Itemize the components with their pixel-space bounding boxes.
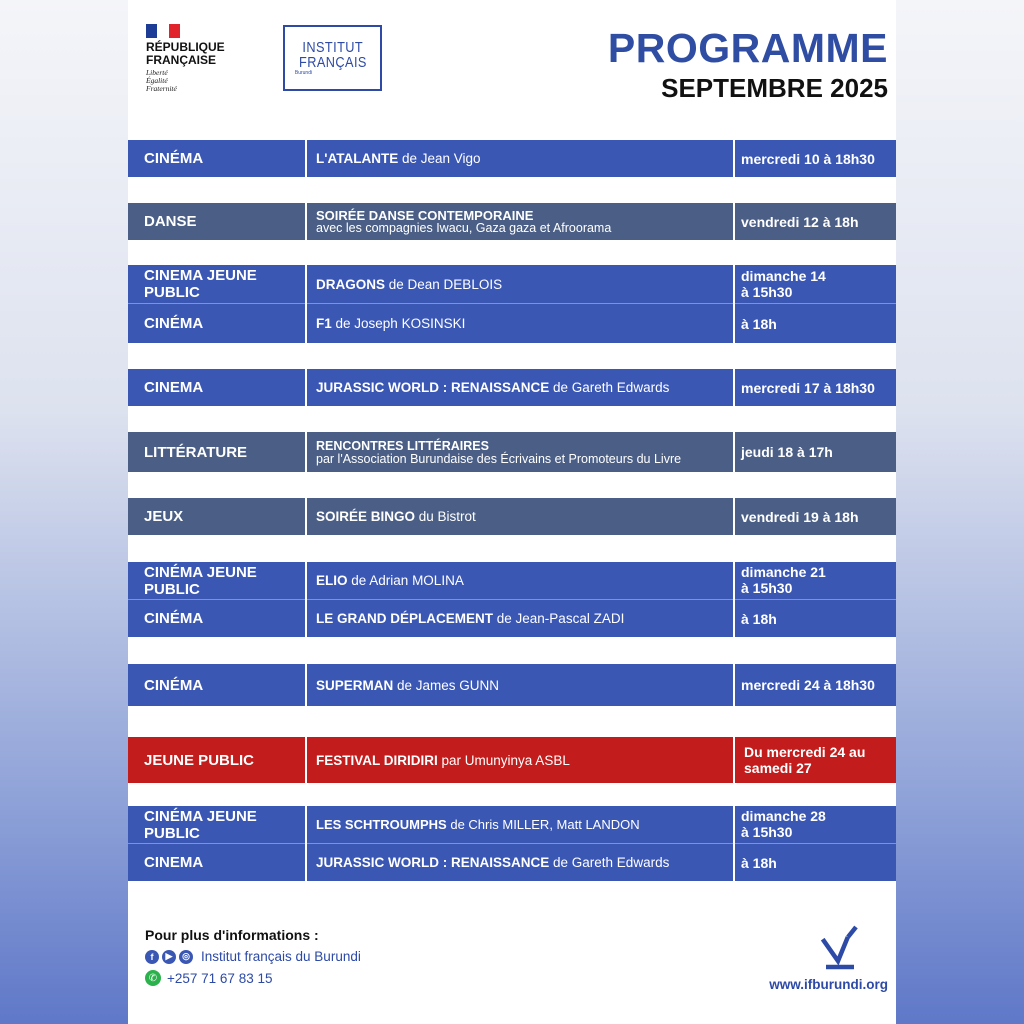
event-category: CINEMA — [128, 369, 305, 406]
event-title: JURASSIC WORLD : RENAISSANCE — [316, 380, 550, 395]
footer-info — [145, 927, 361, 986]
event-date: vendredi 12 à 18h — [735, 203, 896, 240]
event-detail: de James GUNN — [393, 677, 500, 693]
event-category-2: CINEMA — [128, 844, 305, 881]
event-detail: de Dean DEBLOIS — [385, 276, 503, 292]
phone-line — [145, 970, 361, 986]
event-row-dragons-f1 — [128, 265, 896, 343]
event-category: CINÉMA JEUNE PUBLIC — [128, 806, 305, 843]
event-row-jurassic — [128, 369, 896, 406]
event-row-superman — [128, 664, 896, 706]
event-category: JEUX — [128, 498, 305, 535]
event-title-cell — [307, 432, 733, 472]
event-title: DRAGONS — [316, 276, 386, 292]
event-date — [735, 562, 896, 599]
event-category: CINÉMA — [128, 664, 305, 706]
event-category-2: CINÉMA — [128, 600, 305, 637]
event-category: LITTÉRATURE — [128, 432, 305, 472]
event-detail: de Adrian MOLINA — [347, 573, 464, 588]
event-detail: par l'Association Burundaise des Écrivains et Promoteurs du Livre — [316, 451, 682, 466]
event-category: JEUNE PUBLIC — [128, 737, 305, 783]
event-date-line2: à 15h30 — [741, 824, 793, 840]
page-title-block — [608, 26, 888, 103]
event-detail: du Bistrot — [415, 509, 476, 524]
event-date-line2: samedi 27 — [744, 760, 812, 776]
event-category-2: CINÉMA — [128, 304, 305, 343]
social-name[interactable]: Institut français du Burundi — [201, 949, 361, 964]
institut-logo-line2: FRANÇAIS — [298, 53, 367, 71]
event-date-line1: dimanche 28 — [741, 808, 826, 824]
event-row-elio — [128, 562, 896, 637]
event-category: DANSE — [128, 203, 305, 240]
event-title: RENCONTRES LITTÉRAIRES — [316, 438, 489, 453]
event-date-line2: à 15h30 — [741, 284, 793, 300]
event-date: mercredi 10 à 18h30 — [735, 140, 896, 177]
event-date: mercredi 24 à 18h30 — [735, 664, 896, 706]
event-title-cell — [307, 737, 733, 783]
event-title: L'ATALANTE — [316, 151, 399, 166]
event-date — [735, 265, 896, 303]
institut-francais-mark-icon — [820, 925, 862, 973]
event-title-cell — [307, 369, 733, 406]
event-date — [735, 737, 896, 783]
event-category: CINEMA JEUNE PUBLIC — [128, 265, 305, 303]
event-date: vendredi 19 à 18h — [735, 498, 896, 535]
motto-liberte: Liberté — [146, 68, 168, 77]
french-flag-icon — [146, 24, 180, 38]
event-date: jeudi 18 à 17h — [735, 432, 896, 472]
event-title-cell — [307, 664, 733, 706]
event-date-2: à 18h — [735, 600, 896, 637]
event-title: SOIRÉE BINGO — [316, 509, 416, 524]
whatsapp-icon[interactable]: ✆ — [145, 970, 161, 986]
phone-number[interactable]: +257 71 67 83 15 — [167, 970, 273, 986]
event-detail-2: de Jean-Pascal ZADI — [493, 611, 625, 626]
event-title-cell — [307, 203, 733, 240]
institut-logo-line1: INSTITUT — [302, 38, 363, 56]
event-detail: avec les compagnies Iwacu, Gaza gaza et Afroorama — [316, 220, 612, 235]
instagram-icon[interactable]: ◎ — [179, 950, 193, 964]
event-title: SUPERMAN — [316, 677, 394, 693]
event-row-schtroumphs — [128, 806, 896, 881]
website-link[interactable]: www.ifburundi.org — [769, 977, 888, 992]
institut-logo-line3: Burundi — [294, 69, 313, 76]
event-title-cell-2 — [307, 844, 733, 881]
event-category: CINÉMA JEUNE PUBLIC — [128, 562, 305, 599]
event-date: mercredi 17 à 18h30 — [735, 369, 896, 406]
event-date — [735, 806, 896, 843]
event-title: FESTIVAL DIRIDIRI — [316, 752, 438, 768]
motto-egalite: Égalité — [146, 76, 168, 85]
event-title: ELIO — [316, 573, 348, 588]
event-date-2: à 18h — [735, 304, 896, 343]
event-title-cell — [307, 562, 733, 599]
page-title: PROGRAMME — [607, 25, 888, 71]
event-row-diridiri — [128, 737, 896, 783]
event-detail: de Chris MILLER, Matt LANDON — [446, 817, 640, 832]
event-title-cell — [307, 140, 733, 177]
event-date-line1: dimanche 14 — [741, 268, 826, 284]
event-date-2: à 18h — [735, 844, 896, 881]
event-title-cell — [307, 498, 733, 535]
youtube-icon[interactable]: ▶ — [162, 950, 176, 964]
event-row-danse — [128, 203, 896, 240]
event-row-bingo — [128, 498, 896, 535]
event-title-cell-2 — [307, 600, 733, 637]
page-subtitle: SEPTEMBRE 2025 — [661, 73, 888, 103]
event-row-litterature — [128, 432, 896, 472]
event-detail: de Gareth Edwards — [549, 380, 670, 395]
event-title-2: JURASSIC WORLD : RENAISSANCE — [316, 855, 550, 870]
event-title: LES SCHTROUMPHS — [316, 817, 447, 832]
event-title-cell — [307, 265, 733, 303]
event-title-cell — [307, 806, 733, 843]
republique-francaise-logo — [146, 24, 225, 93]
republique-line2: FRANÇAISE — [146, 53, 217, 67]
event-date-line1: Du mercredi 24 au — [744, 744, 866, 760]
event-title-cell-2 — [307, 304, 733, 343]
event-date-line1: dimanche 21 — [741, 564, 826, 580]
info-heading: Pour plus d'informations : — [145, 927, 319, 943]
event-detail: par Umunyinya ASBL — [437, 752, 570, 768]
event-date-line2: à 15h30 — [741, 580, 793, 596]
event-title-2: LE GRAND DÉPLACEMENT — [316, 611, 494, 626]
institut-francais-logo — [283, 25, 382, 91]
social-line — [145, 949, 361, 964]
event-row-atalante — [128, 140, 896, 177]
motto-fraternite: Fraternité — [146, 84, 177, 93]
facebook-icon[interactable]: f — [145, 950, 159, 964]
event-category: CINÉMA — [128, 140, 305, 177]
event-detail-2: de Gareth Edwards — [549, 855, 670, 870]
event-detail: de Jean Vigo — [398, 151, 481, 166]
event-detail-2: de Joseph KOSINSKI — [331, 316, 466, 331]
event-title: SOIRÉE DANSE CONTEMPORAINE — [316, 207, 534, 223]
event-title-2: F1 — [316, 316, 332, 331]
republique-line1: RÉPUBLIQUE — [146, 40, 225, 54]
